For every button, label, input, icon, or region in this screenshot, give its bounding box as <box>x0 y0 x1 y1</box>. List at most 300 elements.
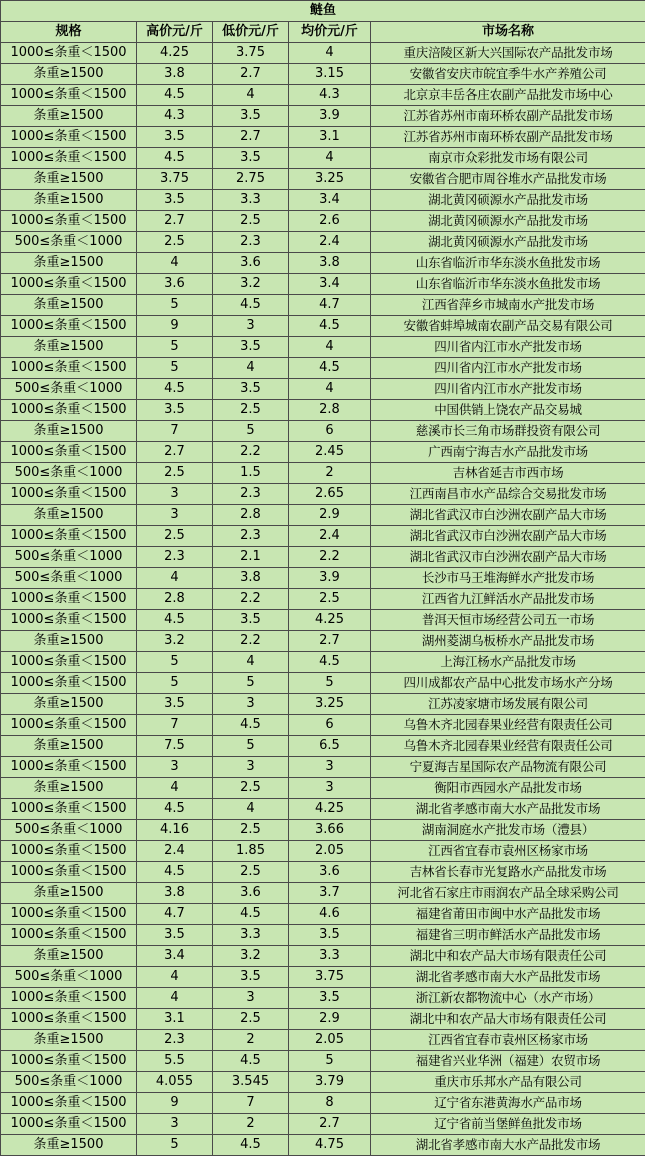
cell-market: 福建省莆田市闽中水产品批发市场 <box>371 904 645 925</box>
cell-high-price: 4.16 <box>137 820 213 841</box>
cell-low-price: 4 <box>213 85 289 106</box>
cell-spec: 条重≥1500 <box>1 169 137 190</box>
cell-market: 北京京丰岳各庄农副产品批发市场中心 <box>371 85 645 106</box>
table-row <box>1 400 645 421</box>
cell-high-price: 4 <box>137 988 213 1009</box>
table-row <box>1 169 645 190</box>
table-row <box>1 967 645 988</box>
cell-high-price: 5 <box>137 295 213 316</box>
cell-spec: 1000≤条重＜1500 <box>1 652 137 673</box>
table-row <box>1 862 645 883</box>
table-row <box>1 232 645 253</box>
cell-avg-price: 3.7 <box>289 883 371 904</box>
cell-avg-price: 3.1 <box>289 127 371 148</box>
table-row <box>1 484 645 505</box>
cell-market: 上海江杨水产品批发市场 <box>371 652 645 673</box>
table-row <box>1 946 645 967</box>
cell-spec: 1000≤条重＜1500 <box>1 127 137 148</box>
header-high-price: 高价元/斤 <box>137 22 213 43</box>
cell-low-price: 2.7 <box>213 64 289 85</box>
cell-market: 湖北省孝感市南大水产品批发市场 <box>371 1135 645 1156</box>
cell-spec: 1000≤条重＜1500 <box>1 904 137 925</box>
cell-high-price: 4.5 <box>137 379 213 400</box>
cell-low-price: 3.545 <box>213 1072 289 1093</box>
cell-high-price: 5.5 <box>137 1051 213 1072</box>
cell-low-price: 4 <box>213 652 289 673</box>
cell-spec: 条重≥1500 <box>1 421 137 442</box>
cell-high-price: 7.5 <box>137 736 213 757</box>
cell-market: 四川成都农产品中心批发市场水产分场 <box>371 673 645 694</box>
cell-low-price: 3.5 <box>213 148 289 169</box>
cell-market: 辽宁省东港黄海水产品市场 <box>371 1093 645 1114</box>
cell-high-price: 3.5 <box>137 925 213 946</box>
cell-spec: 1000≤条重＜1500 <box>1 799 137 820</box>
cell-high-price: 9 <box>137 1093 213 1114</box>
cell-low-price: 3.5 <box>213 106 289 127</box>
cell-avg-price: 2.9 <box>289 505 371 526</box>
cell-low-price: 4.5 <box>213 1135 289 1156</box>
cell-spec: 1000≤条重＜1500 <box>1 400 137 421</box>
table-row <box>1 1114 645 1135</box>
cell-low-price: 4 <box>213 799 289 820</box>
cell-market: 湖北省孝感市南大水产品批发市场 <box>371 799 645 820</box>
cell-avg-price: 5 <box>289 1051 371 1072</box>
cell-high-price: 3 <box>137 505 213 526</box>
cell-market: 湖北中和农产品大市场有限责任公司 <box>371 1009 645 1030</box>
cell-avg-price: 2.2 <box>289 547 371 568</box>
cell-high-price: 4.5 <box>137 85 213 106</box>
cell-low-price: 4 <box>213 358 289 379</box>
cell-market: 乌鲁木齐北园春果业经营有限责任公司 <box>371 736 645 757</box>
cell-spec: 1000≤条重＜1500 <box>1 610 137 631</box>
cell-low-price: 3.5 <box>213 610 289 631</box>
cell-market: 吉林省延吉市西市场 <box>371 463 645 484</box>
table-row <box>1 904 645 925</box>
cell-avg-price: 6 <box>289 421 371 442</box>
table-row <box>1 589 645 610</box>
cell-spec: 条重≥1500 <box>1 946 137 967</box>
table-body <box>1 43 645 1156</box>
cell-market: 江西省萍乡市城南水产批发市场 <box>371 295 645 316</box>
cell-high-price: 5 <box>137 652 213 673</box>
cell-spec: 1000≤条重＜1500 <box>1 1114 137 1135</box>
table-row <box>1 64 645 85</box>
table-row <box>1 505 645 526</box>
cell-spec: 1000≤条重＜1500 <box>1 988 137 1009</box>
cell-spec: 1000≤条重＜1500 <box>1 589 137 610</box>
cell-market: 长沙市马王堆海鲜水产批发市场 <box>371 568 645 589</box>
cell-low-price: 3.5 <box>213 967 289 988</box>
cell-low-price: 2.2 <box>213 589 289 610</box>
cell-spec: 1000≤条重＜1500 <box>1 673 137 694</box>
table-row <box>1 883 645 904</box>
table-row <box>1 841 645 862</box>
cell-avg-price: 3.3 <box>289 946 371 967</box>
table-row <box>1 148 645 169</box>
cell-low-price: 2.2 <box>213 442 289 463</box>
cell-low-price: 4.5 <box>213 715 289 736</box>
table-row <box>1 337 645 358</box>
cell-high-price: 7 <box>137 421 213 442</box>
cell-low-price: 2.5 <box>213 1009 289 1030</box>
table-row <box>1 526 645 547</box>
cell-low-price: 4.5 <box>213 904 289 925</box>
cell-avg-price: 3.9 <box>289 568 371 589</box>
cell-avg-price: 3.25 <box>289 169 371 190</box>
header-low-price: 低价元/斤 <box>213 22 289 43</box>
cell-avg-price: 3.5 <box>289 988 371 1009</box>
cell-low-price: 3.2 <box>213 274 289 295</box>
cell-market: 山东省临沂市华东淡水鱼批发市场 <box>371 274 645 295</box>
cell-high-price: 2.5 <box>137 232 213 253</box>
cell-avg-price: 3 <box>289 757 371 778</box>
cell-high-price: 3 <box>137 1114 213 1135</box>
cell-low-price: 1.85 <box>213 841 289 862</box>
table-row <box>1 211 645 232</box>
table-title: 鲢鱼 <box>1 1 645 22</box>
cell-market: 湖北省武汉市白沙洲农副产品大市场 <box>371 526 645 547</box>
cell-low-price: 2.75 <box>213 169 289 190</box>
cell-spec: 500≤条重＜1000 <box>1 967 137 988</box>
cell-market: 湖北中和农产品大市场有限责任公司 <box>371 946 645 967</box>
cell-avg-price: 3.4 <box>289 274 371 295</box>
cell-market: 安徽省合肥市周谷堆水产品批发市场 <box>371 169 645 190</box>
cell-avg-price: 2.5 <box>289 589 371 610</box>
table-row <box>1 1093 645 1114</box>
cell-low-price: 2.2 <box>213 631 289 652</box>
cell-low-price: 5 <box>213 421 289 442</box>
cell-spec: 1000≤条重＜1500 <box>1 526 137 547</box>
cell-avg-price: 2.7 <box>289 1114 371 1135</box>
table-row <box>1 820 645 841</box>
cell-avg-price: 4.3 <box>289 85 371 106</box>
cell-spec: 500≤条重＜1000 <box>1 820 137 841</box>
cell-high-price: 2.7 <box>137 211 213 232</box>
cell-avg-price: 2.6 <box>289 211 371 232</box>
cell-avg-price: 4.5 <box>289 316 371 337</box>
cell-market: 普洱天恒市场经营公司五一市场 <box>371 610 645 631</box>
table-row <box>1 778 645 799</box>
header-avg-price: 均价元/斤 <box>289 22 371 43</box>
header-row <box>1 22 645 43</box>
table-row <box>1 568 645 589</box>
table-row <box>1 988 645 1009</box>
cell-high-price: 3.2 <box>137 631 213 652</box>
cell-market: 四川省内江市水产批发市场 <box>371 358 645 379</box>
table-row <box>1 1072 645 1093</box>
cell-low-price: 2.3 <box>213 232 289 253</box>
table-row <box>1 547 645 568</box>
cell-spec: 500≤条重＜1000 <box>1 1072 137 1093</box>
table-row <box>1 43 645 64</box>
cell-spec: 条重≥1500 <box>1 64 137 85</box>
table-row <box>1 379 645 400</box>
cell-low-price: 2 <box>213 1114 289 1135</box>
cell-spec: 1000≤条重＜1500 <box>1 757 137 778</box>
cell-high-price: 4.7 <box>137 904 213 925</box>
cell-avg-price: 4.75 <box>289 1135 371 1156</box>
cell-high-price: 4.5 <box>137 610 213 631</box>
cell-low-price: 2.5 <box>213 778 289 799</box>
cell-high-price: 4.3 <box>137 106 213 127</box>
cell-market: 吉林省长春市光复路水产品批发市场 <box>371 862 645 883</box>
cell-high-price: 2.4 <box>137 841 213 862</box>
cell-spec: 条重≥1500 <box>1 253 137 274</box>
cell-avg-price: 4.6 <box>289 904 371 925</box>
cell-avg-price: 3 <box>289 778 371 799</box>
cell-market: 重庆涪陵区新大兴国际农产品批发市场 <box>371 43 645 64</box>
header-spec: 规格 <box>1 22 137 43</box>
cell-low-price: 3.3 <box>213 925 289 946</box>
table-row <box>1 757 645 778</box>
cell-low-price: 4.5 <box>213 295 289 316</box>
cell-market: 乌鲁木齐北园春果业经营有限责任公司 <box>371 715 645 736</box>
table-row <box>1 85 645 106</box>
cell-avg-price: 6.5 <box>289 736 371 757</box>
cell-avg-price: 2.05 <box>289 1030 371 1051</box>
cell-low-price: 2.5 <box>213 820 289 841</box>
cell-market: 重庆市乐邦水产品有限公司 <box>371 1072 645 1093</box>
cell-avg-price: 4 <box>289 379 371 400</box>
table-row <box>1 925 645 946</box>
cell-low-price: 3 <box>213 694 289 715</box>
table-row <box>1 631 645 652</box>
cell-high-price: 4 <box>137 568 213 589</box>
cell-spec: 1000≤条重＜1500 <box>1 1051 137 1072</box>
cell-low-price: 3 <box>213 757 289 778</box>
cell-spec: 1000≤条重＜1500 <box>1 1009 137 1030</box>
cell-avg-price: 3.75 <box>289 967 371 988</box>
table-row <box>1 652 645 673</box>
cell-high-price: 4.25 <box>137 43 213 64</box>
cell-avg-price: 8 <box>289 1093 371 1114</box>
cell-low-price: 1.5 <box>213 463 289 484</box>
cell-market: 山东省临沂市华东淡水鱼批发市场 <box>371 253 645 274</box>
cell-market: 南京市众彩批发市场有限公司 <box>371 148 645 169</box>
cell-high-price: 2.8 <box>137 589 213 610</box>
cell-market: 衡阳市西园水产品批发市场 <box>371 778 645 799</box>
table-row <box>1 127 645 148</box>
cell-high-price: 3 <box>137 484 213 505</box>
cell-high-price: 3.1 <box>137 1009 213 1030</box>
cell-low-price: 7 <box>213 1093 289 1114</box>
table-row <box>1 253 645 274</box>
cell-spec: 500≤条重＜1000 <box>1 463 137 484</box>
cell-low-price: 2 <box>213 1030 289 1051</box>
cell-high-price: 3.6 <box>137 274 213 295</box>
table-row <box>1 463 645 484</box>
cell-market: 四川省内江市水产批发市场 <box>371 337 645 358</box>
cell-high-price: 3 <box>137 757 213 778</box>
cell-market: 安徽省安庆市皖宜季牛水产养殖公司 <box>371 64 645 85</box>
cell-market: 湖北省武汉市白沙洲农副产品大市场 <box>371 505 645 526</box>
cell-spec: 条重≥1500 <box>1 883 137 904</box>
cell-market: 福建省兴业华洲（福建）农贸市场 <box>371 1051 645 1072</box>
cell-high-price: 4.5 <box>137 799 213 820</box>
table-row <box>1 316 645 337</box>
cell-high-price: 3.5 <box>137 694 213 715</box>
cell-avg-price: 2 <box>289 463 371 484</box>
cell-market: 湖北省孝感市南大水产品批发市场 <box>371 967 645 988</box>
cell-spec: 1000≤条重＜1500 <box>1 925 137 946</box>
cell-spec: 条重≥1500 <box>1 190 137 211</box>
cell-spec: 1000≤条重＜1500 <box>1 274 137 295</box>
cell-avg-price: 2.05 <box>289 841 371 862</box>
cell-low-price: 2.5 <box>213 862 289 883</box>
cell-avg-price: 3.8 <box>289 253 371 274</box>
cell-market: 湖北黄冈硕源水产品批发市场 <box>371 211 645 232</box>
cell-low-price: 3 <box>213 316 289 337</box>
table-row <box>1 358 645 379</box>
cell-high-price: 3.75 <box>137 169 213 190</box>
cell-low-price: 2.7 <box>213 127 289 148</box>
cell-market: 湖州菱湖乌板桥水产品批发市场 <box>371 631 645 652</box>
cell-low-price: 2.8 <box>213 505 289 526</box>
table-row <box>1 1051 645 1072</box>
cell-spec: 条重≥1500 <box>1 694 137 715</box>
table-row <box>1 694 645 715</box>
table-row <box>1 673 645 694</box>
table-row <box>1 1009 645 1030</box>
cell-high-price: 4.5 <box>137 148 213 169</box>
cell-avg-price: 4.25 <box>289 799 371 820</box>
cell-avg-price: 3.4 <box>289 190 371 211</box>
cell-low-price: 4.5 <box>213 1051 289 1072</box>
cell-low-price: 3.2 <box>213 946 289 967</box>
cell-high-price: 3.8 <box>137 64 213 85</box>
cell-spec: 1000≤条重＜1500 <box>1 841 137 862</box>
cell-high-price: 9 <box>137 316 213 337</box>
cell-spec: 1000≤条重＜1500 <box>1 862 137 883</box>
cell-spec: 1000≤条重＜1500 <box>1 358 137 379</box>
table-row <box>1 274 645 295</box>
cell-low-price: 3.3 <box>213 190 289 211</box>
cell-avg-price: 2.4 <box>289 526 371 547</box>
cell-spec: 1000≤条重＜1500 <box>1 148 137 169</box>
cell-spec: 500≤条重＜1000 <box>1 232 137 253</box>
cell-market: 中国供销上饶农产品交易城 <box>371 400 645 421</box>
cell-spec: 条重≥1500 <box>1 295 137 316</box>
cell-market: 福建省三明市鲜活水产品批发市场 <box>371 925 645 946</box>
cell-high-price: 4.5 <box>137 862 213 883</box>
cell-market: 慈溪市长三角市场群投资有限公司 <box>371 421 645 442</box>
cell-avg-price: 2.7 <box>289 631 371 652</box>
cell-avg-price: 4.5 <box>289 358 371 379</box>
cell-market: 湖南洞庭水产批发市场（澧县） <box>371 820 645 841</box>
cell-spec: 1000≤条重＜1500 <box>1 316 137 337</box>
cell-low-price: 5 <box>213 673 289 694</box>
cell-low-price: 2.5 <box>213 400 289 421</box>
cell-spec: 条重≥1500 <box>1 631 137 652</box>
cell-spec: 1000≤条重＜1500 <box>1 85 137 106</box>
cell-avg-price: 4.7 <box>289 295 371 316</box>
cell-low-price: 3.5 <box>213 379 289 400</box>
cell-avg-price: 4 <box>289 337 371 358</box>
cell-spec: 1000≤条重＜1500 <box>1 211 137 232</box>
cell-high-price: 2.5 <box>137 526 213 547</box>
cell-low-price: 2.3 <box>213 526 289 547</box>
cell-avg-price: 3.79 <box>289 1072 371 1093</box>
cell-high-price: 4 <box>137 253 213 274</box>
cell-high-price: 3.5 <box>137 190 213 211</box>
cell-market: 江西省宜春市袁州区杨家市场 <box>371 841 645 862</box>
cell-high-price: 3.5 <box>137 400 213 421</box>
cell-market: 河北省石家庄市雨润农产品全球采购公司 <box>371 883 645 904</box>
table-row <box>1 421 645 442</box>
cell-avg-price: 3.25 <box>289 694 371 715</box>
cell-avg-price: 2.4 <box>289 232 371 253</box>
cell-spec: 1000≤条重＜1500 <box>1 715 137 736</box>
cell-avg-price: 2.9 <box>289 1009 371 1030</box>
cell-market: 广西南宁海吉水产品批发市场 <box>371 442 645 463</box>
cell-spec: 1000≤条重＜1500 <box>1 442 137 463</box>
cell-spec: 条重≥1500 <box>1 1135 137 1156</box>
cell-avg-price: 3.15 <box>289 64 371 85</box>
cell-high-price: 2.7 <box>137 442 213 463</box>
cell-high-price: 7 <box>137 715 213 736</box>
cell-market: 浙江新农都物流中心（水产市场） <box>371 988 645 1009</box>
cell-high-price: 4.055 <box>137 1072 213 1093</box>
table-row <box>1 295 645 316</box>
cell-low-price: 5 <box>213 736 289 757</box>
cell-high-price: 4 <box>137 778 213 799</box>
cell-high-price: 4 <box>137 967 213 988</box>
cell-market: 宁夏海吉星国际农产品物流有限公司 <box>371 757 645 778</box>
table-row <box>1 736 645 757</box>
header-market: 市场名称 <box>371 22 645 43</box>
cell-avg-price: 6 <box>289 715 371 736</box>
cell-low-price: 2.5 <box>213 211 289 232</box>
cell-market: 安徽省蚌埠城南农副产品交易有限公司 <box>371 316 645 337</box>
cell-high-price: 5 <box>137 1135 213 1156</box>
cell-market: 辽宁省前当堡鲜鱼批发市场 <box>371 1114 645 1135</box>
cell-low-price: 3.5 <box>213 337 289 358</box>
cell-spec: 条重≥1500 <box>1 778 137 799</box>
cell-spec: 条重≥1500 <box>1 505 137 526</box>
table-row <box>1 442 645 463</box>
cell-avg-price: 5 <box>289 673 371 694</box>
cell-spec: 1000≤条重＜1500 <box>1 43 137 64</box>
cell-spec: 1000≤条重＜1500 <box>1 1093 137 1114</box>
cell-high-price: 2.3 <box>137 547 213 568</box>
table-row <box>1 106 645 127</box>
cell-spec: 条重≥1500 <box>1 1030 137 1051</box>
cell-low-price: 3.6 <box>213 883 289 904</box>
cell-market: 湖北黄冈硕源水产品批发市场 <box>371 232 645 253</box>
cell-low-price: 3.6 <box>213 253 289 274</box>
cell-avg-price: 4 <box>289 148 371 169</box>
cell-avg-price: 2.65 <box>289 484 371 505</box>
cell-low-price: 2.1 <box>213 547 289 568</box>
cell-avg-price: 2.45 <box>289 442 371 463</box>
cell-spec: 条重≥1500 <box>1 337 137 358</box>
cell-market: 湖北省武汉市白沙洲农副产品大市场 <box>371 547 645 568</box>
cell-avg-price: 4.5 <box>289 652 371 673</box>
cell-avg-price: 3.6 <box>289 862 371 883</box>
cell-market: 江苏省苏州市南环桥农副产品批发市场 <box>371 127 645 148</box>
cell-spec: 条重≥1500 <box>1 736 137 757</box>
cell-market: 湖北黄冈硕源水产品批发市场 <box>371 190 645 211</box>
cell-spec: 1000≤条重＜1500 <box>1 484 137 505</box>
cell-market: 江西省九江鲜活水产品批发市场 <box>371 589 645 610</box>
cell-low-price: 3.75 <box>213 43 289 64</box>
title-row <box>1 1 645 22</box>
table-row <box>1 715 645 736</box>
cell-market: 江西南昌市水产品综合交易批发市场 <box>371 484 645 505</box>
cell-avg-price: 3.66 <box>289 820 371 841</box>
cell-low-price: 3 <box>213 988 289 1009</box>
table-row <box>1 190 645 211</box>
